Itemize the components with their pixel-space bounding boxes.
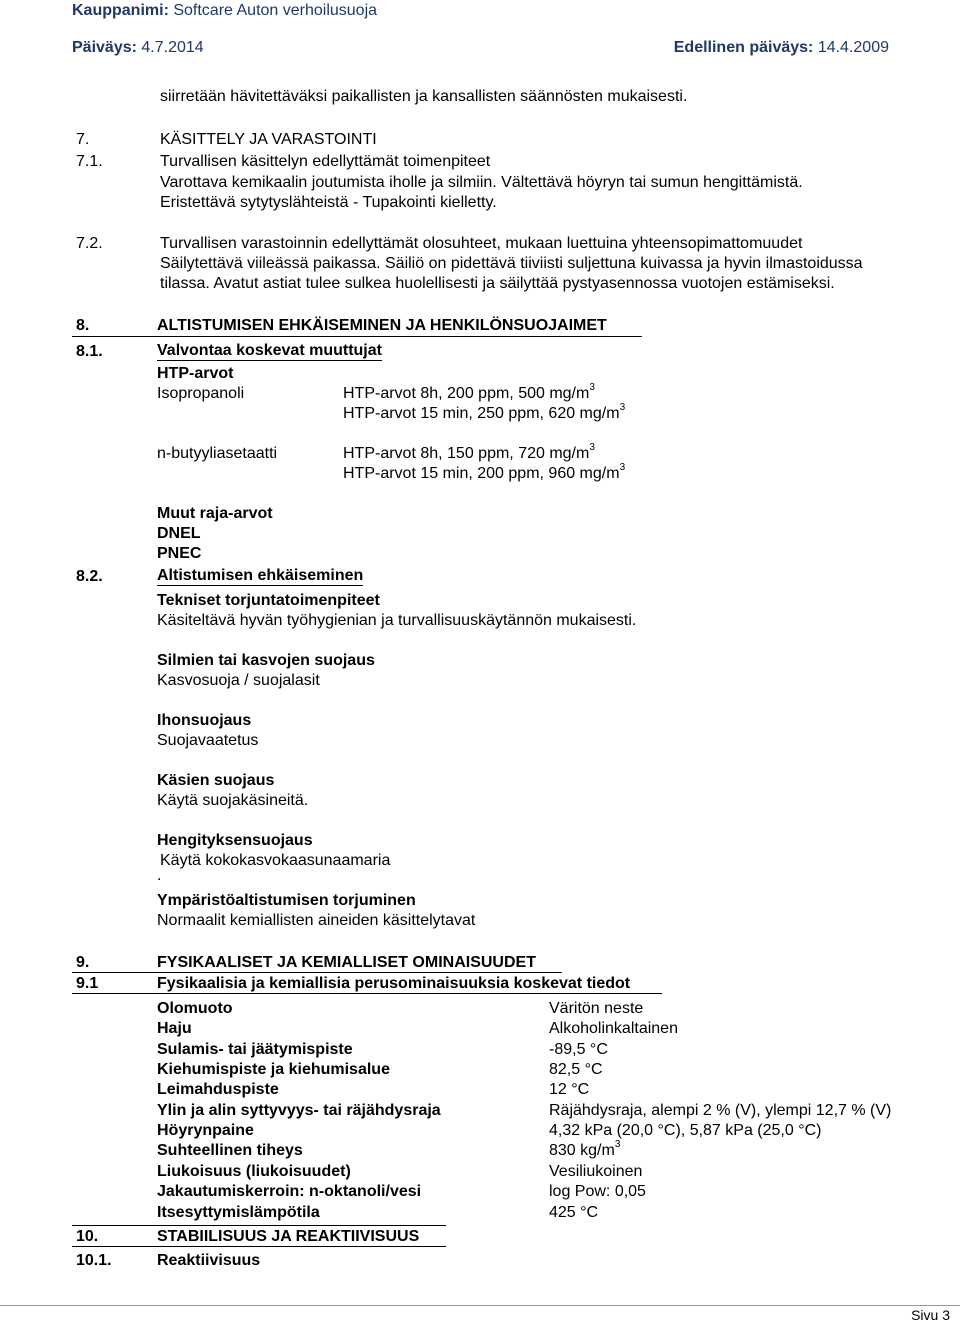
section-9-num: 9. — [76, 954, 90, 971]
property-value: 12 °C — [549, 1081, 590, 1098]
trade-name-value: Softcare Auton verhoilusuoja — [173, 2, 378, 19]
section-10-rule — [72, 1246, 446, 1247]
dnel-heading: DNEL — [157, 525, 201, 542]
pnec-heading: PNEC — [157, 545, 202, 562]
protection-text: Suojavaatetus — [157, 732, 259, 749]
property-name: Kiehumispiste ja kiehumisalue — [157, 1061, 390, 1078]
protection-heading: Hengityksensuojaus — [157, 832, 313, 849]
section-9-rule — [72, 972, 562, 973]
prev-date-label: Edellinen päiväys: — [673, 39, 814, 56]
section-10-1-num: 10.1. — [76, 1252, 112, 1269]
date-label: Päiväys: — [72, 39, 137, 56]
protection-heading: Tekniset torjuntatoimenpiteet — [157, 592, 380, 609]
other-limits-heading: Muut raja-arvot — [157, 505, 273, 522]
property-value: log Pow: 0,05 — [549, 1183, 646, 1200]
section-10-title: STABIILISUUS JA REAKTIIVISUUS — [157, 1228, 420, 1245]
property-name: Jakautumiskerroin: n-oktanoli/vesi — [157, 1183, 422, 1200]
prev-date-value: 14.4.2009 — [817, 39, 889, 56]
substance-name: Isopropanoli — [157, 385, 245, 402]
stray-dot: . — [157, 867, 162, 884]
protection-text: Käytä suojakäsineitä. — [157, 792, 309, 809]
property-name: Ylin ja alin syttyvyys- tai räjähdysraja — [157, 1102, 441, 1119]
substance-value: HTP-arvot 15 min, 200 ppm, 960 $mg/m^3$ — [343, 462, 626, 482]
property-value: Vesiliukoinen — [549, 1163, 643, 1180]
section-7-num: 7. — [76, 131, 90, 148]
section-7-2-title: Turvallisen varastoinnin edellyttämät olosuhteet, mukaan luettuina yhteensopimattomuudet — [160, 235, 803, 252]
property-name: Haju — [157, 1020, 192, 1037]
trade-name-label: Kauppanimi: — [72, 2, 169, 19]
section-9-1-rule — [72, 993, 662, 994]
header-trade-name — [72, 1, 377, 21]
protection-text: Käytä kokokasvokaasunaamaria — [160, 852, 391, 869]
section-8-1-title: Valvontaa koskevat muuttujat — [157, 342, 382, 359]
section-8-title: ALTISTUMISEN EHKÄISEMINEN JA HENKILÖNSUOJAIMET — [157, 317, 607, 334]
section-7-title: KÄSITTELY JA VARASTOINTI — [160, 131, 377, 148]
page-number: Sivu 3 — [911, 1307, 950, 1323]
property-name: Suhteellinen tiheys — [157, 1142, 303, 1159]
property-value: 4,32 kPa (20,0 °C), 5,87 kPa (25,0 °C) — [549, 1122, 822, 1139]
substance-value: HTP-arvot 8h, 200 ppm, 500 $mg/m^3$ — [343, 382, 595, 402]
property-name: Itsesyttymislämpötila — [157, 1204, 320, 1221]
section-9-title: FYSIKAALISET JA KEMIALLISET OMINAISUUDET — [157, 954, 536, 971]
section-7-1-title: Turvallisen käsittelyn edellyttämät toimenpiteet — [160, 153, 491, 170]
section-10-top-rule — [72, 1225, 446, 1226]
section-7-1-line: Varottava kemikaalin joutumista iholle ja silmiin. Vältettävä höyryn tai sumun hengittämistä. — [160, 174, 803, 191]
date-value: 4.7.2014 — [141, 39, 204, 56]
property-value: 82,5 °C — [549, 1061, 603, 1078]
property-value: -89,5 °C — [549, 1041, 608, 1058]
section-8-rule — [72, 336, 642, 337]
property-name: Olomuoto — [157, 1000, 233, 1017]
section-9-1-num: 9.1 — [76, 975, 99, 992]
property-value: 425 °C — [549, 1204, 599, 1221]
section-8-num: 8. — [76, 317, 90, 334]
substance-value: HTP-arvot 15 min, 250 ppm, 620 $mg/m^3$ — [343, 402, 626, 422]
protection-text: Normaalit kemiallisten aineiden käsittelytavat — [157, 912, 476, 929]
section-8-2-num: 8.2. — [76, 568, 103, 585]
section-10-1-title: Reaktiivisuus — [157, 1252, 261, 1269]
protection-heading: Silmien tai kasvojen suojaus — [157, 652, 375, 669]
protection-text: Käsiteltävä hyvän työhygienian ja turvallisuuskäytännön mukaisesti. — [157, 612, 637, 629]
section-10-num: 10. — [76, 1228, 99, 1245]
section-8-1-num: 8.1. — [76, 343, 103, 360]
header-prev-date — [674, 38, 889, 58]
section-7-1-line: Eristettävä sytytyslähteistä - Tupakointi kielletty. — [160, 194, 497, 211]
protection-heading: Ihonsuojaus — [157, 712, 252, 729]
section-7-2-num: 7.2. — [76, 235, 103, 252]
property-name: Höyrynpaine — [157, 1122, 254, 1139]
substance-value: HTP-arvot 8h, 150 ppm, 720 $mg/m^3$ — [343, 442, 595, 462]
property-value: Räjähdysraja, alempi 2 % (V), ylempi 12,7 % (V) — [549, 1102, 892, 1119]
section-7-2-line: Säilytettävä viileässä paikassa. Säiliö on pidettävä tiiviisti suljettuna kuivassa ja hyvin ilmastoidussa — [160, 255, 863, 272]
property-name: Liukoisuus (liukoisuudet) — [157, 1163, 351, 1180]
section-7-2-line: tilassa. Avatut astiat tulee sulkea huolellisesti ja säilyttää pystyasennossa vuotojen estämiseksi. — [160, 275, 835, 292]
section-8-2-title: Altistumisen ehkäiseminen — [157, 567, 364, 584]
protection-text: Kasvosuoja / suojalasit — [157, 672, 320, 689]
protection-heading: Käsien suojaus — [157, 772, 275, 789]
continuation-text: siirretään hävitettäväksi paikallisten ja kansallisten säännösten mukaisesti. — [160, 88, 688, 105]
property-name: Sulamis- tai jäätymispiste — [157, 1041, 353, 1058]
header-date — [72, 38, 204, 58]
property-value: 830 $kg/m^3$ — [549, 1139, 621, 1159]
section-7-1-num: 7.1. — [76, 153, 103, 170]
property-value: Väritön neste — [549, 1000, 644, 1017]
htp-heading: HTP-arvot — [157, 365, 234, 382]
section-9-1-title: Fysikaalisia ja kemiallisia perusominaisuuksia koskevat tiedot — [157, 975, 631, 992]
substance-name: n-butyyliasetaatti — [157, 445, 278, 462]
property-name: Leimahduspiste — [157, 1081, 279, 1098]
property-value: Alkoholinkaltainen — [549, 1020, 678, 1037]
protection-heading: Ympäristöaltistumisen torjuminen — [157, 892, 416, 909]
footer-rule — [0, 1305, 960, 1306]
